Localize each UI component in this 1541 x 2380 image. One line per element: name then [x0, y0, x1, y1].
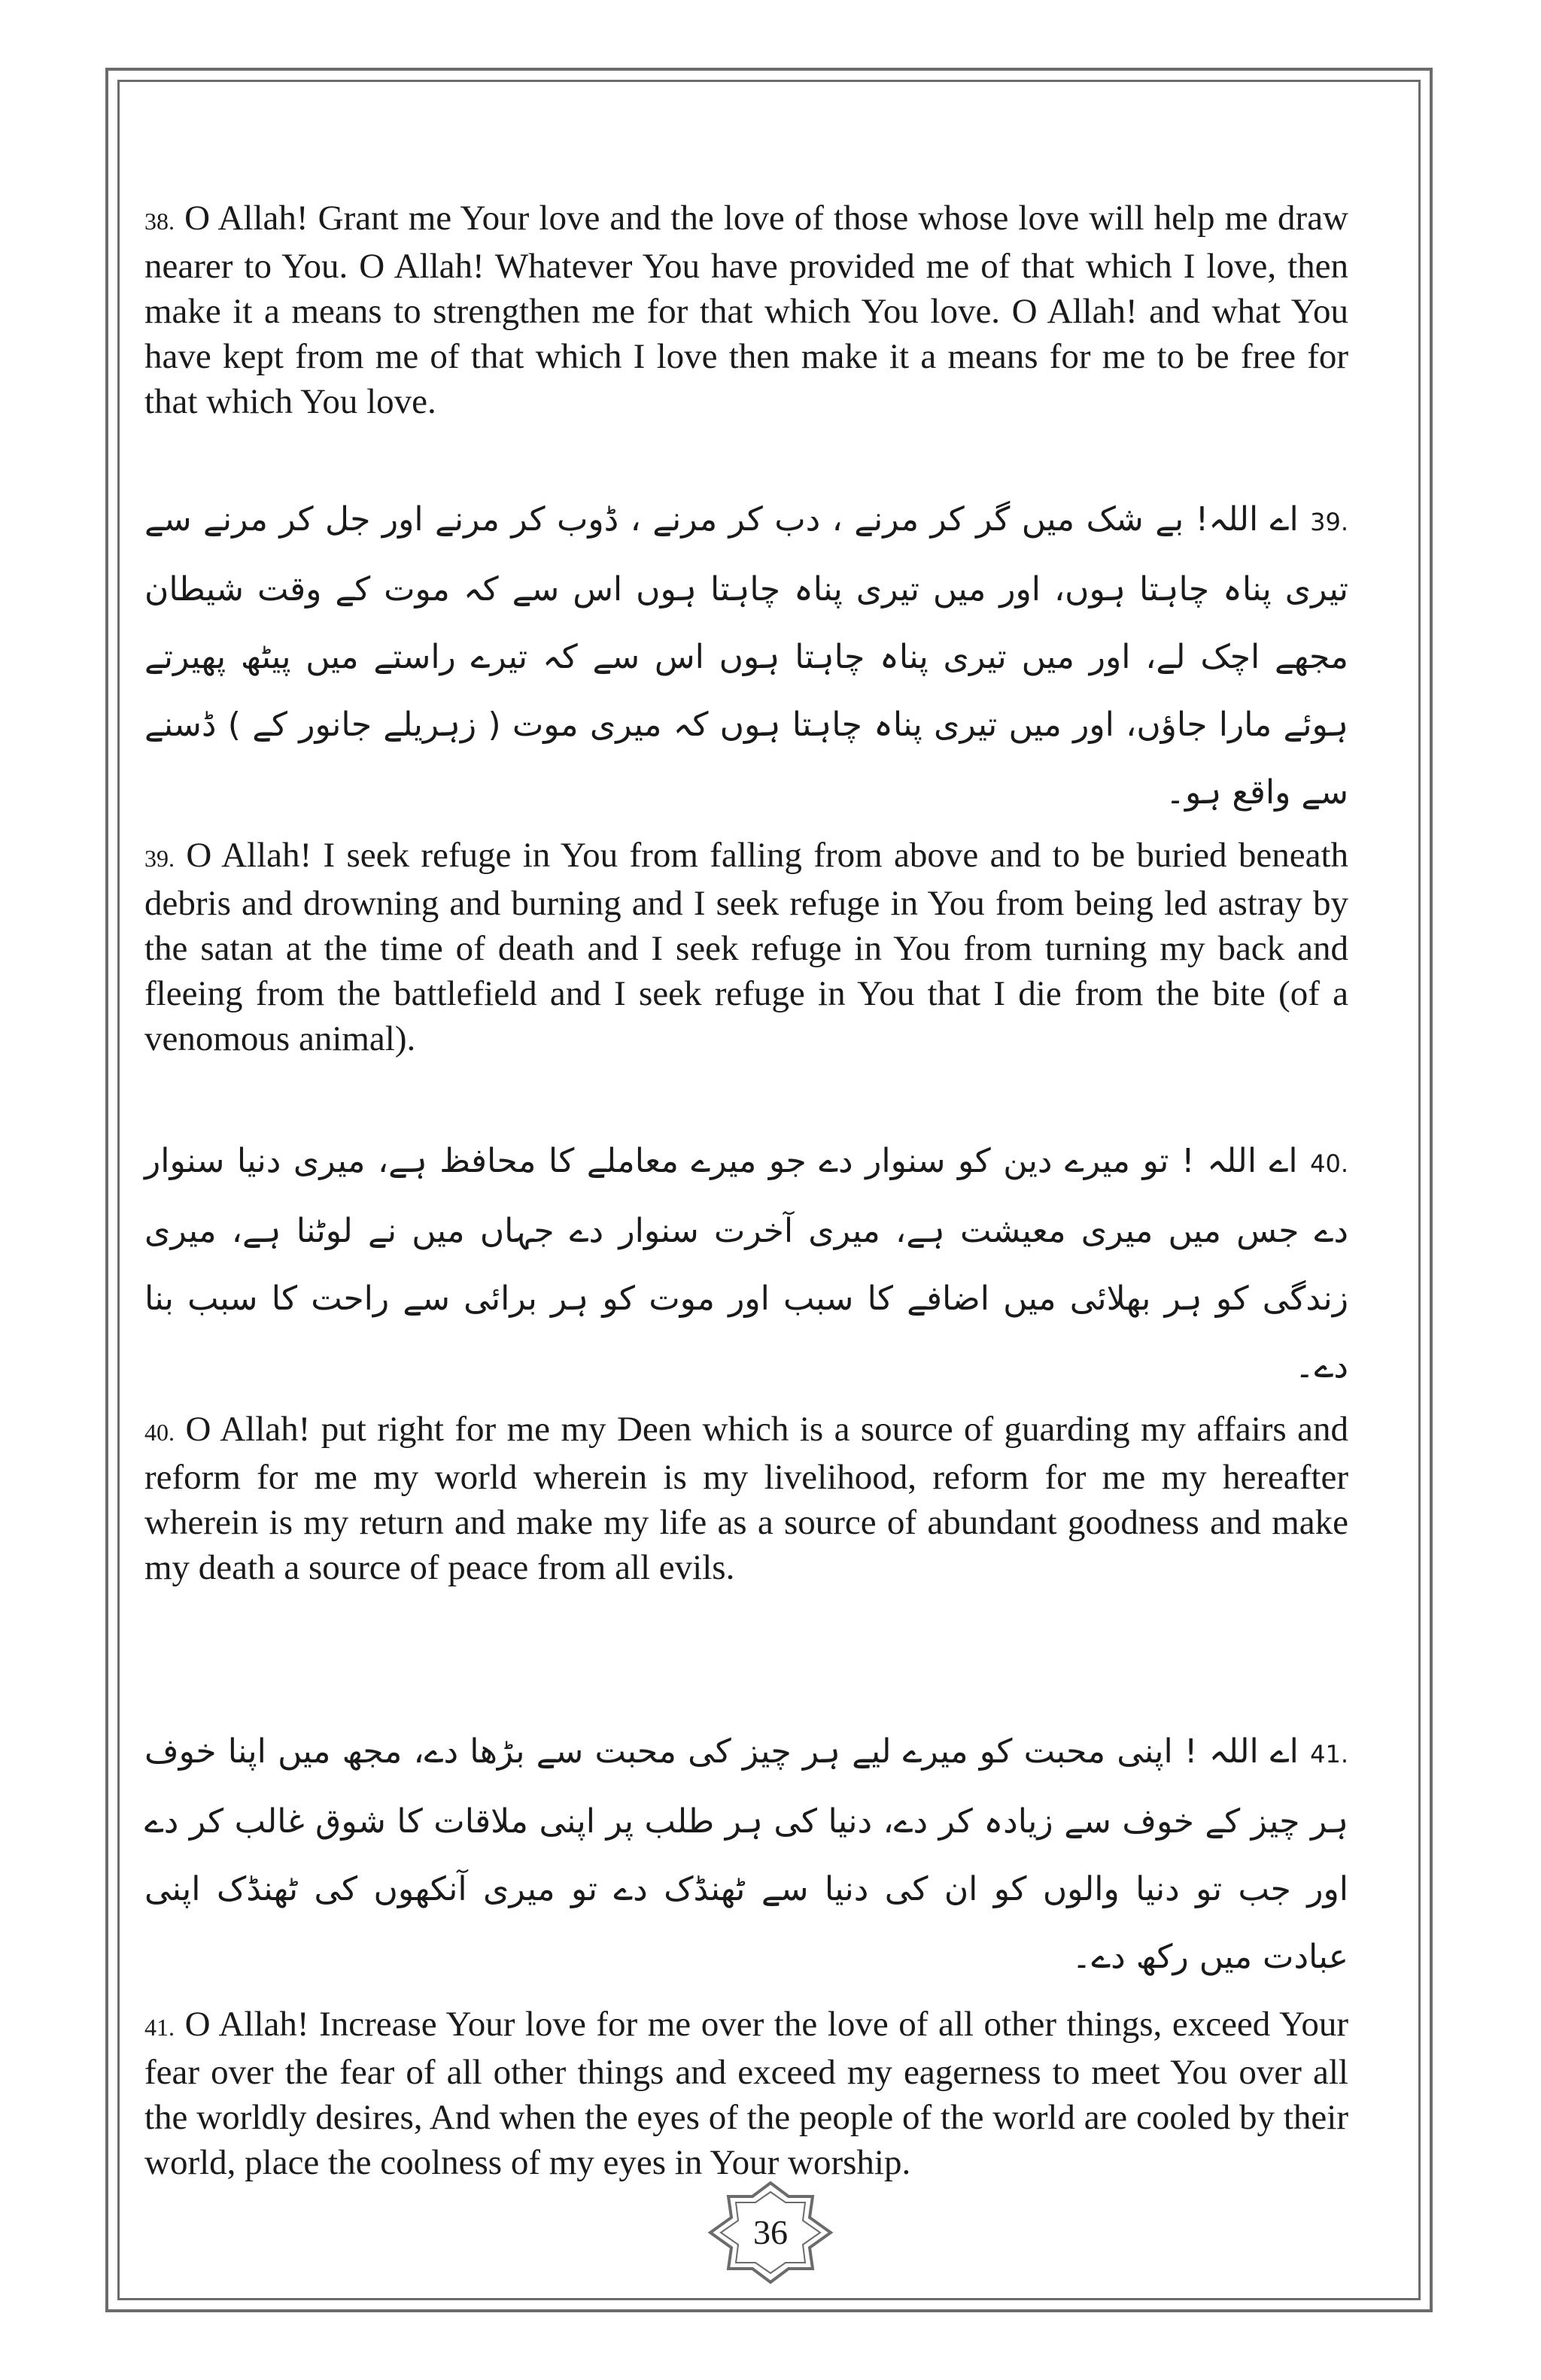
entry-40-urdu-number: 40. — [1310, 1149, 1348, 1178]
entry-41-number: 41. — [144, 2014, 175, 2041]
entry-41-urdu-number: 41. — [1310, 1740, 1348, 1768]
entry-41-urdu-text: اے اللہ ! اپنی محبت کو میرے لیے ہر چیز کی محبت سے بڑھا دے، مجھ میں اپنا خوف ہر چیز کے خوف سے زیادہ کر دے، دنیا کی ہر طلب پر اپنی ملاقات کا شوق غالب کر دے اور جب تو دنیا والوں کو ان کی دنیا سے ٹھنڈک دے تو میری آنکھوں کی ٹھنڈک اپنی عبادت میں رکھ دے۔ — [144, 1732, 1348, 1976]
entry-39-urdu-text: اے اللہ! بے شک میں گر کر مرنے ، دب کر مرنے ، ڈوب کر مرنے اور جل کر مرنے سے تیری پناہ چاہتا ہوں، اور میں تیری پناہ چاہتا ہوں اس سے کہ موت کے وقت شیطان مجھے اچک لے، اور میں تیری پناہ چاہتا ہوں اس سے کہ تیرے راستے میں پیٹھ پھیرتے ہوئے مارا جاؤں، اور میں تیری پناہ چاہتا ہوں کہ میری موت ( زہریلے جانور کے ) ڈسنے سے واقع ہو۔ — [144, 500, 1348, 812]
entry-41-english — [144, 2002, 1348, 2185]
entry-39-urdu — [144, 486, 1348, 827]
entry-40-urdu — [144, 1128, 1348, 1401]
page-number-badge — [695, 2180, 846, 2285]
entry-39-english — [144, 833, 1348, 1061]
entry-39-urdu-number: 39. — [1310, 508, 1348, 536]
entry-38-english — [144, 196, 1348, 424]
page-content — [144, 196, 1348, 2185]
entry-39-english-text: O Allah! I seek refuge in You from falling from above and to be buried beneath debris and drowning and burning and I seek refuge in You from being led astray by the satan at the time of death and I seek refuge in You from turning my back and fleeing from the battlefield and I seek refuge in You that I die from the bite (of a venomous animal). — [144, 836, 1348, 1058]
entry-38-english-text: O Allah! Grant me Your love and the love of those whose love will help me draw nearer to You. O Allah! Whatever You have provided me of that which I love, then make it a means to strengthen me for that which You love. O Allah! and what You have kept from me of that which I love then make it a means for me to be free for that which You love. — [144, 199, 1349, 421]
page-number: 36 — [753, 2213, 788, 2251]
entry-41-english-text: O Allah! Increase Your love for me over the love of all other things, exceed Your fear over the fear of all other things and exceed my eagerness to meet You over all the worldly desires, And when the eyes of the people of the world are cooled by their world, place the coolness of my eyes in Your worship. — [144, 2005, 1348, 2182]
entry-40-english-text: O Allah! put right for me my Deen which is a source of guarding my affairs and reform for me my world wherein is my livelihood, reform for me my hereafter wherein is my return and make my life as a source of abundant goodness and make my death a source of peace from all evils. — [144, 1410, 1348, 1587]
entry-40-urdu-text: اے اللہ ! تو میرے دین کو سنوار دے جو میرے معاملے کا محافظ ہے، میری دنیا سنوار دے جس میں میری معیشت ہے، میری آخرت سنوار دے جہاں میں نے لوٹنا ہے، میری زندگی کو ہر بھلائی میں اضافے کا سبب اور موت کو ہر برائی سے راحت کا سبب بنا دے۔ — [144, 1142, 1348, 1386]
entry-40-english — [144, 1407, 1348, 1590]
entry-40-number: 40. — [144, 1419, 175, 1446]
entry-39-number: 39. — [144, 845, 175, 872]
entry-38-number: 38. — [144, 208, 175, 235]
entry-41-urdu — [144, 1718, 1348, 1991]
